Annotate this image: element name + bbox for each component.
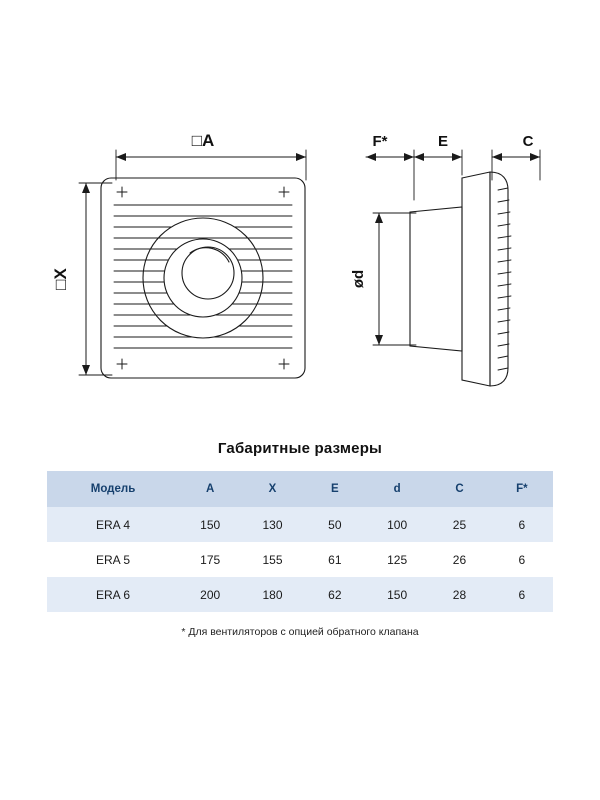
label-x: □X <box>51 268 70 290</box>
cell-a: 175 <box>179 542 241 577</box>
cell-e: 61 <box>304 542 366 577</box>
fan-hub <box>143 218 263 338</box>
header-a: A <box>179 471 241 507</box>
header-f: F* <box>491 471 553 507</box>
label-a: □A <box>191 131 215 150</box>
table-row <box>47 577 553 612</box>
cell-x: 180 <box>241 577 303 612</box>
cell-model: ERA 6 <box>47 577 179 612</box>
cell-model: ERA 4 <box>47 507 179 542</box>
cell-x: 155 <box>241 542 303 577</box>
dimension-x <box>79 183 112 375</box>
cell-x: 130 <box>241 507 303 542</box>
cell-d: 100 <box>366 507 428 542</box>
header-e: E <box>304 471 366 507</box>
header-model: Модель <box>47 471 179 507</box>
table-row <box>47 542 553 577</box>
cell-d: 125 <box>366 542 428 577</box>
label-f: F* <box>372 133 388 150</box>
dimension-side-top <box>366 150 540 200</box>
cell-e: 62 <box>304 577 366 612</box>
cell-c: 28 <box>428 577 490 612</box>
cell-f: 6 <box>491 507 553 542</box>
side-louver-edges <box>498 188 511 370</box>
cell-e: 50 <box>304 507 366 542</box>
table-row <box>47 507 553 542</box>
table-title: Габаритные размеры <box>217 440 383 457</box>
cell-d: 150 <box>366 577 428 612</box>
header-c: C <box>428 471 490 507</box>
cell-f: 6 <box>491 542 553 577</box>
label-d: ød <box>350 269 367 289</box>
header-d: d <box>366 471 428 507</box>
cell-c: 26 <box>428 542 490 577</box>
table-footnote: * Для вентиляторов с опцией обратного клапана <box>181 626 419 638</box>
label-c: C <box>522 133 534 150</box>
cell-f: 6 <box>491 577 553 612</box>
header-x: X <box>241 471 303 507</box>
dimension-a <box>116 150 306 180</box>
table-header-row <box>47 471 553 507</box>
cell-model: ERA 5 <box>47 542 179 577</box>
side-spigot <box>410 207 462 351</box>
dimensions-section <box>0 440 600 638</box>
cell-c: 25 <box>428 507 490 542</box>
side-body <box>462 172 508 386</box>
label-e: E <box>437 133 449 150</box>
dimensions-table <box>47 471 553 612</box>
cell-a: 150 <box>179 507 241 542</box>
cell-a: 200 <box>179 577 241 612</box>
